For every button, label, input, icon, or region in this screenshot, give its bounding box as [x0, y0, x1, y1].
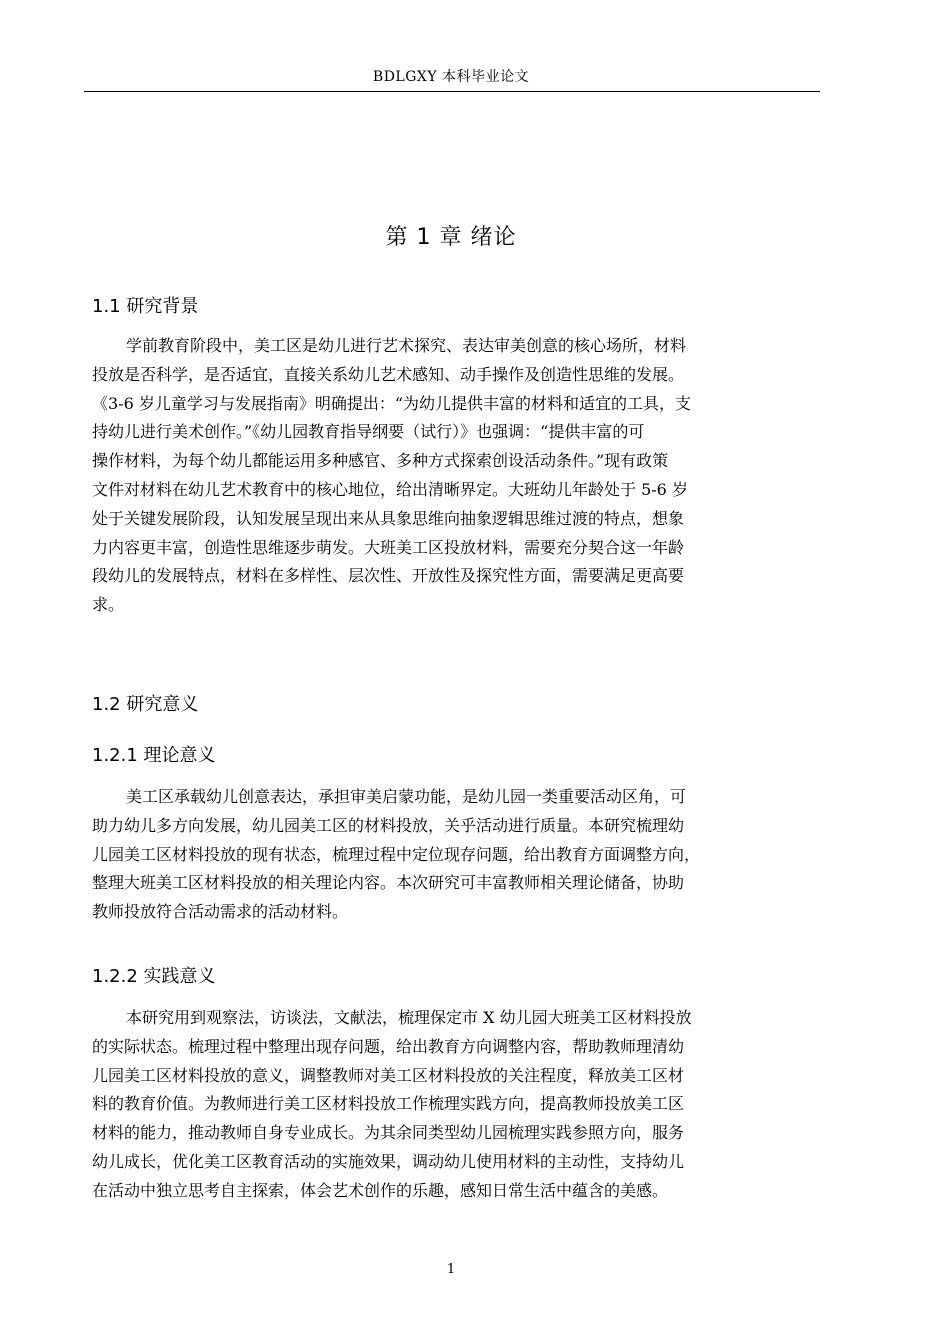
- chapter-title: 第 1 章 绪论: [385, 225, 517, 250]
- paragraph-line: 材料的能力，推动教师自身专业成长。为其余同类型幼儿园梳理实践参照方向，服务: [92, 1123, 685, 1143]
- paragraph-line: 儿园美工区材料投放的现有状态，梳理过程中定位现存问题，给出教育方面调整方向，: [92, 844, 701, 864]
- paragraph-line: 求。: [92, 595, 125, 615]
- paragraph-line: 投放是否科学，是否适宜，直接关系幼儿艺术感知、动手操作及创造性思维的发展。: [92, 364, 685, 384]
- paragraph-theoretical-significance: [92, 783, 820, 927]
- subsection-heading-1-2-1: 1.2.1 理论意义: [92, 745, 216, 766]
- paragraph-line: 幼儿成长，优化美工区教育活动的实施效果，调动幼儿使用材料的主动性，支持幼儿: [92, 1151, 685, 1171]
- paragraph-line: 《3-6 岁儿童学习与发展指南》明确提出：“为幼儿提供丰富的材料和适宜的工具，支: [92, 393, 692, 413]
- paragraph-line: 本研究用到观察法，访谈法，文献法，梳理保定市 X 幼儿园大班美工区材料投放: [126, 1008, 692, 1027]
- paragraph-line: 整理大班美工区材料投放的相关理论内容。本次研究可丰富教师相关理论储备，协助: [92, 873, 685, 893]
- paragraph-line: 持幼儿进行美术创作。”《幼儿园教育指导纲要（试行）》也强调：“提供丰富的可: [92, 422, 645, 442]
- section-heading-1-1: 1.1 研究背景: [92, 296, 199, 317]
- paragraph-line: 助力幼儿多方向发展，幼儿园美工区的材料投放，关乎活动进行质量。本研究梳理幼: [92, 815, 685, 835]
- page-number: 1: [446, 1262, 456, 1277]
- paragraph-line: 段幼儿的发展特点，材料在多样性、层次性、开放性及探究性方面，需要满足更高要: [92, 566, 685, 586]
- paragraph-research-background: [92, 332, 820, 620]
- paragraph-practical-significance: [92, 1004, 820, 1206]
- paragraph-line: 在活动中独立思考自主探索，体会艺术创作的乐趣，感知日常生活中蕴含的美感。: [92, 1180, 669, 1200]
- paragraph-line: 儿园美工区材料投放的意义，调整教师对美工区材料投放的关注程度，释放美工区材: [92, 1065, 685, 1085]
- paragraph-line: 教师投放符合活动需求的活动材料。: [92, 902, 349, 922]
- paragraph-line: 文件对材料在幼儿艺术教育中的核心地位，给出清晰界定。大班幼儿年龄处于 5-6 岁: [92, 479, 688, 499]
- paragraph-line: 的实际状态。梳理过程中整理出现存问题，给出教育方向调整内容，帮助教师理清幼: [92, 1036, 685, 1056]
- paragraph-line: 处于关键发展阶段，认知发展呈现出来从具象思维向抽象逻辑思维过渡的特点，想象: [92, 508, 685, 528]
- header-rule: [84, 91, 820, 92]
- paragraph-line: 学前教育阶段中，美工区是幼儿进行艺术探究、表达审美创意的核心场所，材料: [126, 336, 687, 355]
- paragraph-line: 力内容更丰富，创造性思维逐步萌发。大班美工区投放材料，需要充分契合这一年龄: [92, 537, 685, 557]
- subsection-heading-1-2-2: 1.2.2 实践意义: [92, 966, 216, 987]
- running-header: BDLGXY 本科毕业论文: [372, 69, 530, 85]
- section-heading-1-2: 1.2 研究意义: [92, 694, 199, 715]
- paragraph-line: 料的教育价值。为教师进行美工区材料投放工作梳理实践方向，提高教师投放美工区: [92, 1094, 685, 1114]
- paragraph-line: 美工区承载幼儿创意表达，承担审美启蒙功能，是幼儿园一类重要活动区角，可: [126, 787, 687, 806]
- paragraph-line: 操作材料，为每个幼儿都能运用多种感官、多种方式探索创设活动条件。”现有政策: [92, 451, 669, 471]
